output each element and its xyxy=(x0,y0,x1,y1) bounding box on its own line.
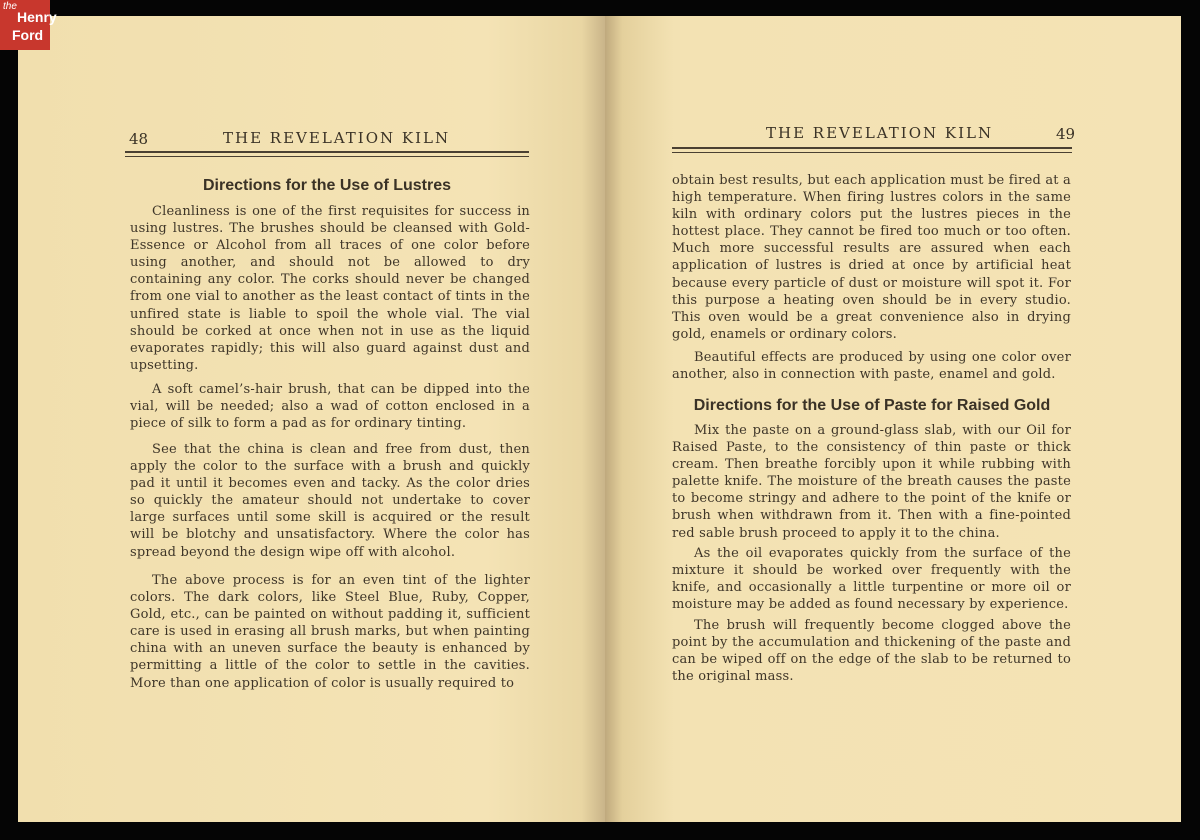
logo-text-ford: Ford xyxy=(12,27,44,43)
right-page xyxy=(605,16,1181,822)
paragraph: The above process is for an even tint of the lighter colors. The dark colors, like Steel Blue, Ruby, Copper, Gold, etc., can be painted on without padding it, sufficient care is used in erasing all brush marks, but when painting china with an uneven surface the beauty is enhanced by permitting a little of the color to settle in the cavities. More than one application of color is usually required to xyxy=(130,573,530,691)
paragraph: The brush will frequently become clogged above the point by the accumulation and thickening of the paste and can be wiped off on the edge of the slab to be returned to the original mass. xyxy=(672,618,1071,685)
paragraph: Mix the paste on a ground-glass slab, with our Oil for Raised Paste, to the consistency of thin paste or thick cream. Then breathe forcibly upon it while rubbing with palette knife. The moisture of the breath causes the paste to become stringy and adhere to the point of the knife or brush when withdrawn from it. Then with a fine-pointed red sable brush proceed to apply it to the china. xyxy=(672,423,1071,541)
page-number: 48 xyxy=(129,130,149,148)
logo-text-henry: Henry xyxy=(17,9,57,25)
logo-text-the: the xyxy=(3,1,17,12)
paragraph: Cleanliness is one of the first requisites for success in using lustres. The brushes should be cleansed with Gold-Essence or Alcohol from all traces of one color before using another, and should not be allowed to dry containing any color. The corks should never be changed from one vial to another as the least contact of tints in the unfired state is liable to spoil the whole vial. The vial should be corked at once when not in use as the liquid evaporates rapidly; this will also guard against dust and upsetting. xyxy=(130,204,530,373)
henry-ford-logo xyxy=(0,0,57,50)
paragraph: obtain best results, but each application must be fired at a high temperature. When firing lustres colors in the same kiln with ordinary colors put the lustres pieces in the hottest place. They cannot be fired too much or too often. Much more successful results are assured when each application of lustres is dried at once by artificial heat because every particle of dust or moisture will spot it. For this purpose a heating oven should be in every studio. This oven would be a great convenience also in drying gold, enamels or ordinary colors. xyxy=(672,173,1071,342)
left-page xyxy=(18,16,605,822)
section-heading-raised-gold: Directions for the Use of Paste for Raised Gold xyxy=(693,397,1051,414)
paragraph: Beautiful effects are produced by using one color over another, also in connection with paste, enamel and gold. xyxy=(672,350,1071,383)
paragraph: A soft camel’s-hair brush, that can be dipped into the vial, will be needed; also a wad of cotton enclosed in a piece of silk to form a pad as for ordinary tinting. xyxy=(130,382,530,432)
section-heading-lustres: Directions for the Use of Lustres xyxy=(202,177,452,194)
page-number: 49 xyxy=(1056,125,1076,143)
running-head: THE REVELATION KILN xyxy=(223,129,451,147)
header-rule xyxy=(125,151,529,157)
paragraph: See that the china is clean and free from dust, then apply the color to the surface with a brush and quickly pad it until it becomes even and tacky. As the color dries so quickly the amateur should not undertake to cover large surfaces until some skill is acquired or the result will be blotchy and unsatisfactory. Where the color has spread beyond the design wipe off with alcohol. xyxy=(130,442,530,560)
header-rule xyxy=(672,147,1072,153)
paragraph: As the oil evaporates quickly from the surface of the mixture it should be worked over frequently with the knife, and occasionally a little turpentine or more oil or moisture may be added as found necessary by experience. xyxy=(672,546,1071,613)
running-head: THE REVELATION KILN xyxy=(766,124,994,142)
